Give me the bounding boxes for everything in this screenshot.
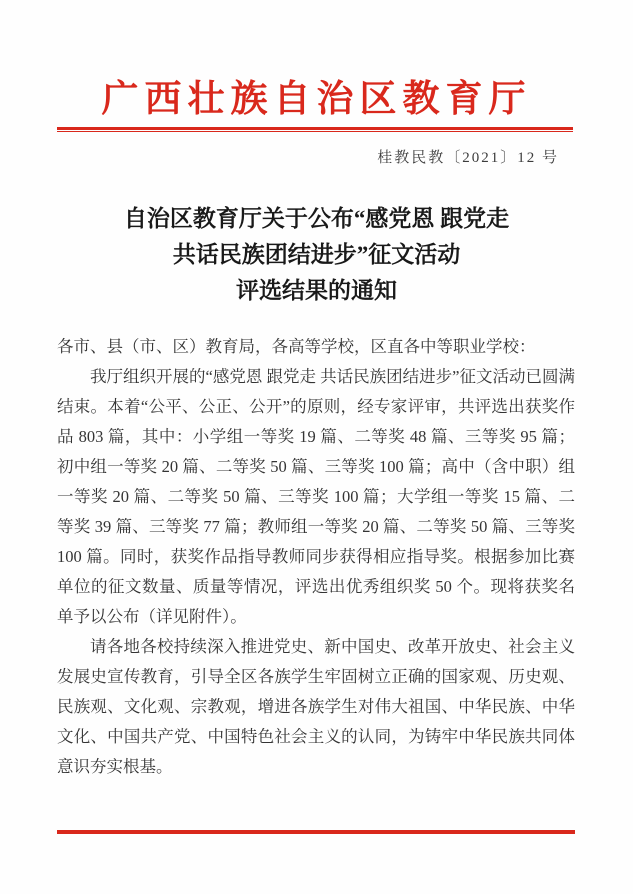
document-title-line-1: 自治区教育厅关于公布“感党恩 跟党走: [123, 206, 510, 231]
document-reference-number: 桂教民教〔2021〕12 号: [377, 150, 559, 166]
letterhead-red-rule: [57, 127, 573, 132]
body-paragraph-guidance: 请各地各校持续深入推进党史、新中国史、改革开放史、社会主义发展史宣传教育，引导全区各族学生牢固树立正确的国家观、历史观、民族观、文化观、宗教观，增进各族学生对伟大祖国、中华民族、中华文化、中国共产党、中国特色社会主义的认同，为铸牢中华民族共同体意识夯实根基。: [57, 637, 575, 776]
document-title: [40, 201, 593, 309]
footer-red-rule: [57, 830, 575, 834]
document-title-line-2: 共话民族团结进步”征文活动: [172, 242, 461, 267]
body-paragraph-awards-results: 我厅组织开展的“感党恩 跟党走 共话民族团结进步”征文活动已圆满结束。本着“公平、公正、公开”的原则，经专家评审，共评选出获奖作品 803 篇，其中：小学组一等奖 19 篇、二等奖 48 篇、三等奖 95 篇；初中组一等奖 20 篇、二等奖 50 篇、三等奖 100 篇；高中（含中职）组一等奖 20 篇、二等奖 50 篇、三等奖 100 篇；大学组一等奖 15 篇、二等奖 39 篇、三等奖 77 篇；教师组一等奖 20 篇、二等奖 50 篇、三等奖 100 篇。同时，获奖作品指导教师同步获得相应指导奖。根据参加比赛单位的征文数量、质量等情况，评选出优秀组织奖 50 个。现将获奖名单予以公布（详见附件）。: [57, 367, 575, 626]
letterhead-agency-title: 广西壮族自治区教育厅: [101, 79, 532, 120]
document-title-line-3: 评选结果的通知: [236, 278, 397, 303]
document-body: [57, 332, 575, 782]
salutation-line: 各市、县（市、区）教育局，各高等学校，区直各中等职业学校：: [57, 337, 536, 356]
